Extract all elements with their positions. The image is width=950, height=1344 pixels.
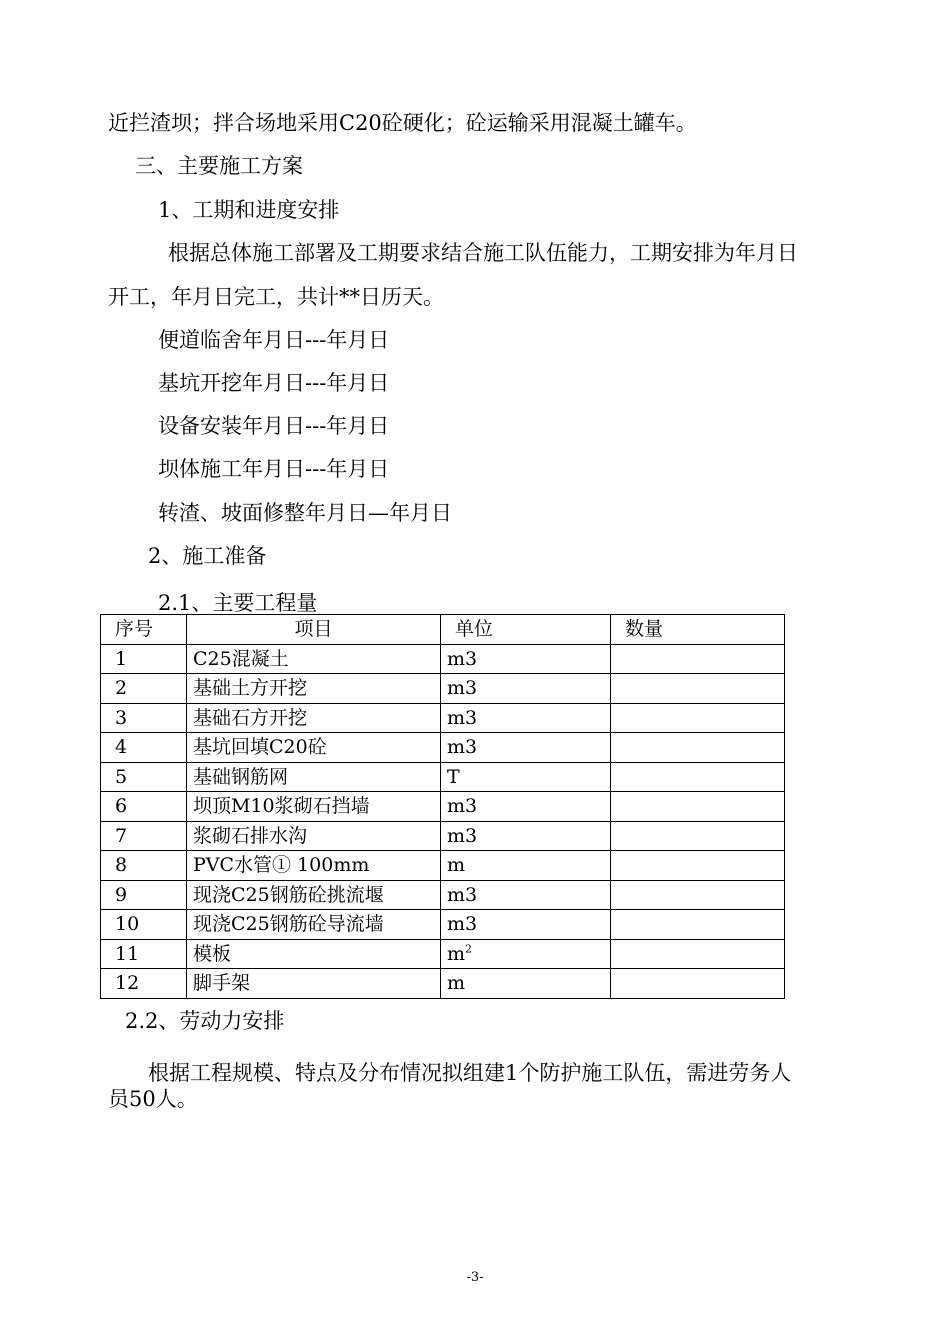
row-number: 5	[101, 762, 187, 792]
table-row	[101, 821, 785, 851]
row-quantity	[611, 703, 785, 733]
table-row	[101, 703, 785, 733]
page-number: -3-	[466, 1270, 484, 1285]
row-quantity	[611, 910, 785, 940]
row-number: 12	[101, 969, 187, 999]
table-row	[101, 969, 785, 999]
row-quantity	[611, 821, 785, 851]
row-quantity	[611, 792, 785, 822]
paragraph-line: 根据总体施工部署及工期要求结合施工队伍能力，工期安排为年月日	[168, 241, 798, 265]
row-item: 坝顶M10浆砌石挡墙	[187, 792, 441, 822]
header-cell: 数量	[611, 615, 785, 645]
row-quantity	[611, 762, 785, 792]
row-item: 基坑回填C20砼	[187, 733, 441, 763]
table-row	[101, 792, 785, 822]
row-quantity	[611, 939, 785, 969]
header-cell: 项目	[187, 615, 441, 645]
row-item: 基础钢筋网	[187, 762, 441, 792]
paragraph-line: 根据工程规模、特点及分布情况拟组建1个防护施工队伍，需进劳务人	[148, 1061, 792, 1085]
subsection-heading: 2.2、劳动力安排	[125, 1009, 285, 1033]
row-unit: m	[441, 969, 611, 999]
table-caption: 2.1、主要工程量	[158, 591, 318, 615]
schedule-item: 坝体施工年月日---年月日	[158, 457, 390, 481]
row-number: 11	[101, 939, 187, 969]
table-row	[101, 762, 785, 792]
header-cell: 单位	[441, 615, 611, 645]
schedule-item: 设备安装年月日---年月日	[158, 414, 390, 438]
row-unit: m3	[441, 644, 611, 674]
table-header-row	[101, 615, 785, 645]
paragraph-line: 员50人。	[108, 1087, 198, 1111]
paragraph-line: 近拦渣坝；拌合场地采用C20砼硬化；砼运输采用混凝土罐车。	[108, 111, 697, 135]
row-unit: m3	[441, 910, 611, 940]
row-number: 8	[101, 851, 187, 881]
table-row	[101, 910, 785, 940]
row-item: C25混凝土	[187, 644, 441, 674]
row-unit: m3	[441, 733, 611, 763]
row-number: 9	[101, 880, 187, 910]
quantities-table	[100, 614, 784, 999]
row-quantity	[611, 644, 785, 674]
table-row	[101, 733, 785, 763]
row-unit: m3	[441, 792, 611, 822]
row-unit: m3	[441, 880, 611, 910]
row-unit: m3	[441, 703, 611, 733]
schedule-item: 转渣、坡面修整年月日—年月日	[158, 501, 452, 525]
row-item: 现浇C25钢筋砼导流墙	[187, 910, 441, 940]
table-row	[101, 644, 785, 674]
row-number: 7	[101, 821, 187, 851]
table-row	[101, 851, 785, 881]
table-row	[101, 939, 785, 969]
row-unit: m	[441, 851, 611, 881]
row-number: 2	[101, 674, 187, 704]
row-number: 1	[101, 644, 187, 674]
section-heading: 三、主要施工方案	[135, 154, 303, 178]
row-item: 模板	[187, 939, 441, 969]
row-item: 基础石方开挖	[187, 703, 441, 733]
row-quantity	[611, 733, 785, 763]
unit-text: m	[447, 942, 466, 965]
row-unit: T	[441, 762, 611, 792]
row-number: 10	[101, 910, 187, 940]
subsection-heading: 2、施工准备	[148, 544, 267, 568]
paragraph-line: 开工，年月日完工，共计**日历天。	[108, 285, 444, 309]
row-number: 3	[101, 703, 187, 733]
schedule-item: 基坑开挖年月日---年月日	[158, 371, 390, 395]
row-quantity	[611, 969, 785, 999]
row-number: 6	[101, 792, 187, 822]
row-number: 4	[101, 733, 187, 763]
row-quantity	[611, 851, 785, 881]
unit-superscript: 2	[465, 942, 473, 956]
row-item: 脚手架	[187, 969, 441, 999]
schedule-item: 便道临舍年月日---年月日	[158, 328, 390, 352]
row-unit: m3	[441, 821, 611, 851]
row-quantity	[611, 880, 785, 910]
row-unit	[441, 939, 611, 969]
row-item: 浆砌石排水沟	[187, 821, 441, 851]
row-unit: m3	[441, 674, 611, 704]
row-item: 基础土方开挖	[187, 674, 441, 704]
row-quantity	[611, 674, 785, 704]
table-row	[101, 674, 785, 704]
row-item: 现浇C25钢筋砼挑流堰	[187, 880, 441, 910]
table-row	[101, 880, 785, 910]
header-cell: 序号	[101, 615, 187, 645]
subsection-heading: 1、工期和进度安排	[158, 198, 340, 222]
row-item: PVC水管① 100mm	[187, 851, 441, 881]
